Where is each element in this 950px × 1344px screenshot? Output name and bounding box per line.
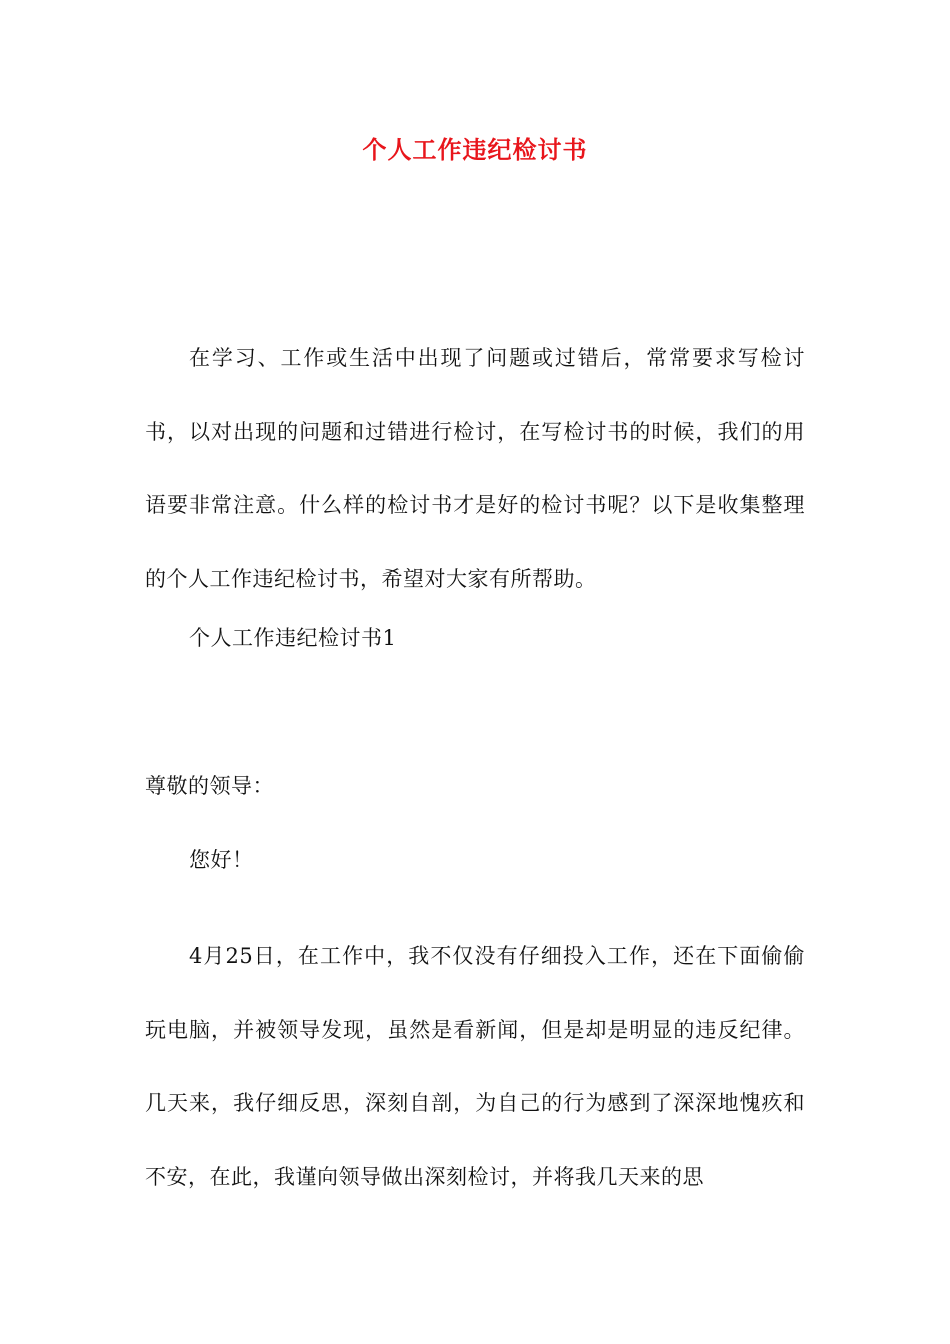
document-title: 个人工作违纪检讨书 bbox=[362, 135, 588, 164]
body-paragraph: 4月25日，在工作中，我不仅没有仔细投入工作，还在下面偷偷玩电脑，并被领导发现，虽然是看新闻，但是却是明显的违反纪律。几天来，我仔细反思，深刻自剖，为自己的行为感到了深深地愧疚和不安，在此，我谨向领导做出深刻检讨，并将我几天来的思 bbox=[145, 944, 805, 1189]
intro-paragraph: 在学习、工作或生活中出现了问题或过错后，常常要求写检讨书，以对出现的问题和过错进行检讨，在写检讨书的时候，我们的用语要非常注意。什么样的检讨书才是好的检讨书呢？以下是收集整理的个人工作违纪检讨书，希望对大家有所帮助。 bbox=[145, 346, 805, 591]
greeting: 您好！ bbox=[189, 848, 254, 872]
section-heading: 个人工作违纪检讨书1 bbox=[189, 626, 397, 650]
salutation: 尊敬的领导： bbox=[145, 774, 274, 798]
